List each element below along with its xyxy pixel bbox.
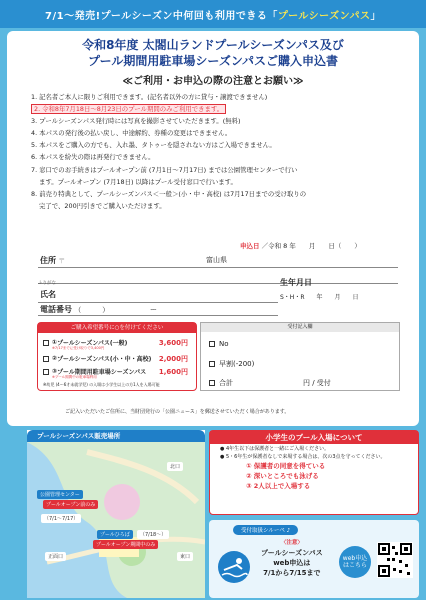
reception-header: 受付記入欄 bbox=[201, 323, 399, 332]
postal-mark: 〒 bbox=[58, 257, 66, 265]
rule-item: 5. 本パスをご購入の方でも、入れ墨、タトゥーを隠されない方はご入場できません。 bbox=[31, 141, 276, 150]
name-label: 氏名 bbox=[40, 290, 56, 299]
checkbox[interactable] bbox=[43, 340, 49, 346]
map-label-east-gate: 東口 bbox=[177, 552, 193, 561]
swimmer-icon bbox=[217, 550, 251, 584]
name-row bbox=[40, 289, 56, 300]
address-label: 住所 bbox=[40, 256, 56, 265]
rule-item: 4. 本パスの発行後の払い戻し、中途解約、券種の変更はできません。 bbox=[31, 129, 232, 138]
pledge-item: ② 深いところでも泳げる bbox=[246, 472, 319, 480]
map-label-pool-open: プールオープン期間中のみ bbox=[93, 540, 158, 549]
prefecture: 富山県 bbox=[206, 256, 227, 264]
banner-text-post: 」 bbox=[370, 10, 381, 22]
form-subtitle: ≪ご利用・お申込の際の注意とお願い≫ bbox=[122, 76, 304, 87]
web-header: 受付取扱シルーペ ♪ bbox=[233, 525, 298, 535]
application-date-value: ／令和 8 年 月 日（ ） bbox=[261, 242, 361, 250]
form-title-line2: プール期間用駐車場シーズンパスご購入申込書 bbox=[88, 54, 338, 68]
price-note: ※7/17までに受け取りで3,400円 bbox=[52, 346, 105, 350]
pass-type-box bbox=[37, 322, 197, 391]
pass-option-parking[interactable]: ③ プール期間用駐車場シーズンパス 1,600円 ※プール期間中の駐車場利用 bbox=[43, 365, 192, 378]
phone-field[interactable]: （ ） ー bbox=[74, 306, 157, 314]
application-date bbox=[240, 241, 361, 250]
checkbox[interactable] bbox=[209, 361, 215, 367]
web-notice: 〈注意〉 プールシーズンパス web申込は 7/1から7/15まで bbox=[261, 540, 323, 577]
reception-total[interactable]: 合計 円 / 受付 bbox=[209, 378, 331, 388]
form-title-line1: 令和8年度 太閤山ランドプールシーズンパス及び bbox=[82, 38, 344, 52]
children-header: 小学生のプール入場について bbox=[210, 431, 418, 444]
map-label-management: 公園管理センター bbox=[37, 490, 83, 499]
map-label-pool-front: プールオープン前のみ bbox=[43, 500, 98, 509]
sales-map-card bbox=[27, 430, 205, 598]
pledge-item: ③ 2人以上で入場する bbox=[246, 482, 311, 490]
birthdate-row bbox=[280, 277, 312, 288]
banner-highlight: プールシーズンパス bbox=[277, 10, 371, 22]
web-application-card bbox=[209, 520, 419, 598]
children-line: ● 5・6年生が保護者なしで来場する場合は、次の3点を守ってください。 bbox=[220, 454, 386, 460]
pass-type-header: ご購入希望番号に○を付けてください bbox=[38, 323, 196, 333]
pass-option-general[interactable]: ① プールシーズンパス(一般) 3,600円 ※7/17までに受け取りで3,400円 bbox=[43, 336, 192, 349]
price-note: ※プール期間中の駐車場利用 bbox=[52, 375, 97, 379]
pass-footnote: ※幼児 (4〜6才未就学児) の入場は小学生以上の方1人を入場可能 bbox=[43, 382, 160, 387]
park-map bbox=[27, 442, 205, 598]
checkbox[interactable] bbox=[43, 356, 49, 362]
rule-item: 8. 前売り特典として、プールシーズンパス＜一般＞(小・中・高校) は7月17日までの受け取りの bbox=[31, 189, 307, 198]
reception-early[interactable]: 早割(-200) bbox=[209, 359, 254, 369]
qr-code-icon[interactable] bbox=[377, 542, 413, 578]
furigana-label: ふりがな bbox=[38, 281, 56, 286]
birthdate-field[interactable]: S・H・R 年 月 日 bbox=[280, 294, 359, 301]
rule-item: ます。プールオープン (7月18日) 以降はプール受付窓口で行います。 bbox=[39, 177, 237, 186]
checkbox[interactable] bbox=[209, 380, 215, 386]
rule-item: 3. プールシーズンパス発行時には写真を撮影させていただきます。(無料) bbox=[31, 117, 241, 126]
checkbox[interactable] bbox=[43, 369, 49, 375]
phone-label: 電話番号 bbox=[40, 305, 72, 314]
application-date-label: 申込日 bbox=[240, 242, 260, 250]
map-label-main-gate: 正面口 bbox=[45, 552, 66, 561]
price: 1,600円 bbox=[158, 367, 188, 376]
children-entry-card bbox=[209, 430, 419, 515]
address-field-line2[interactable] bbox=[38, 283, 398, 284]
privacy-note: ご記入いただいたご住所に、当財団発行の「公園ニュース」を郵送させていただく場合があります。 bbox=[65, 409, 290, 415]
children-line: ● 4年生以下は保護者と一緒にご入場ください。 bbox=[220, 446, 330, 452]
reception-box bbox=[200, 322, 400, 391]
address-row bbox=[40, 255, 65, 266]
birthdate-label: 生年月日 bbox=[280, 278, 312, 287]
phone-row bbox=[40, 304, 157, 315]
map-label-management-note: （7/1〜7/17） bbox=[41, 514, 81, 523]
rule-item: 完了で、200円引きでご購入いただけます。 bbox=[39, 201, 166, 210]
pass-option-student[interactable]: ② プールシーズンパス(小・中・高校) 2,000円 bbox=[43, 352, 192, 365]
banner-text-pre: 7/1〜発売!プールシーズン中何回も利用できる「 bbox=[45, 10, 278, 22]
rule-item: 1. 記名者ご本人に限りご利用できます。(記名者以外の方に貸与・譲渡できません) bbox=[31, 93, 268, 101]
rule-item: 6. 本パスを紛失の際は再発行できません。 bbox=[31, 153, 155, 162]
rules-list bbox=[17, 91, 409, 212]
web-apply-button[interactable]: web申込 はこちら bbox=[339, 546, 371, 578]
reception-no[interactable]: No bbox=[209, 340, 229, 348]
address-field[interactable] bbox=[38, 267, 398, 268]
map-label-pool-gate: プールひろば bbox=[97, 530, 133, 539]
map-header: プールシーズンパス販売場所 bbox=[27, 430, 205, 442]
rule-item-highlight: 2. 令和8年7月18日〜8月23日のプール期間のみご利用できます。 bbox=[31, 103, 409, 115]
price: 3,600円 bbox=[158, 338, 188, 347]
checkbox[interactable] bbox=[209, 341, 215, 347]
phone-underline bbox=[38, 315, 278, 316]
pledge-item: ① 保護者の同意を得ている bbox=[246, 462, 326, 470]
map-label-north-gate: 北口 bbox=[167, 462, 183, 471]
top-banner bbox=[0, 0, 426, 28]
map-label-pool-gate-note: （7/18〜） bbox=[137, 530, 169, 539]
name-field[interactable] bbox=[38, 302, 278, 303]
price: 2,000円 bbox=[158, 354, 188, 363]
rule-item: 7. 窓口でのお手続きはプールオープン前 (7月1日〜7月17日) までは公園管理センターで行い bbox=[31, 165, 298, 174]
